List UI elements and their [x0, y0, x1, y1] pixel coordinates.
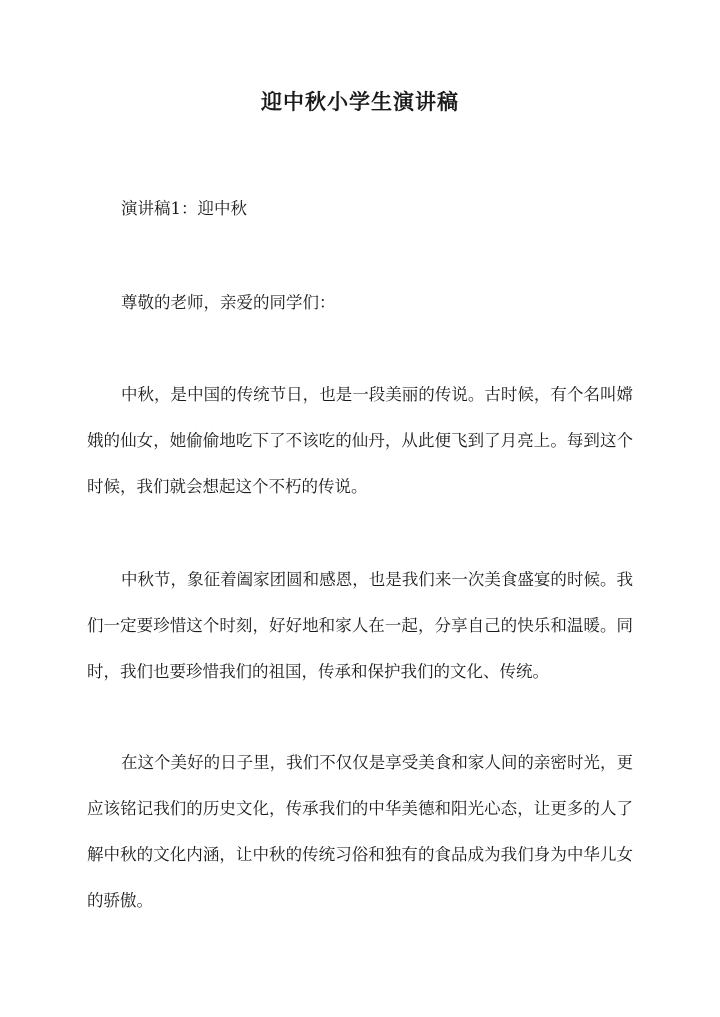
document-title: 迎中秋小学生演讲稿 [261, 89, 459, 114]
body-paragraph-3: 在这个美好的日子里，我们不仅仅是享受美食和家人间的亲密时光，更应该铭记我们的历史文化，传承我们的中华美德和阳光心态，让更多的人了解中秋的文化内涵，让中秋的传统习俗和独有的食品成为我们身为中华儿女的骄傲。 [87, 753, 633, 910]
greeting-paragraph: 尊敬的老师，亲爱的同学们： [121, 293, 336, 312]
body-paragraph-1: 中秋，是中国的传统节日，也是一段美丽的传说。古时候，有个名叫嫦娥的仙女，她偷偷地吃下了不该吃的仙丹，从此便飞到了月亮上。每到这个时候，我们就会想起这个不朽的传说。 [87, 385, 633, 496]
speech-heading: 演讲稿1：迎中秋 [121, 199, 247, 218]
body-paragraph-2: 中秋节，象征着阖家团圆和感恩，也是我们来一次美食盛宴的时候。我们一定要珍惜这个时刻，好好地和家人在一起，分享自己的快乐和温暖。同时，我们也要珍惜我们的祖国，传承和保护我们的文化、传统。 [87, 570, 633, 681]
